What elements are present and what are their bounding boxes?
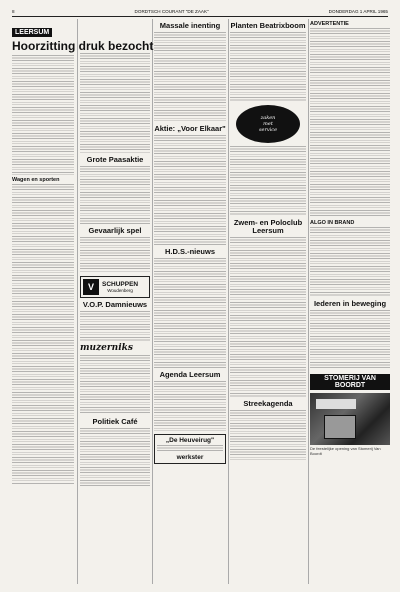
paper-title: DORDTSCH COURANT "DE ZAAK" bbox=[134, 8, 209, 14]
article-body bbox=[80, 237, 150, 273]
subhead: Wagen en sporten bbox=[12, 177, 60, 183]
oval-advertisement bbox=[236, 105, 300, 143]
subhead: Streekagenda bbox=[243, 399, 293, 408]
ad-body bbox=[157, 445, 223, 453]
advertisement bbox=[154, 434, 226, 464]
oval-line-1: zaken bbox=[260, 115, 276, 121]
oval-line-2: met bbox=[263, 121, 273, 127]
masthead bbox=[12, 6, 388, 17]
logo-icon: V bbox=[83, 279, 99, 295]
column-3 bbox=[154, 19, 226, 467]
issue-date: DONDERDAG 1 APRIL 1965 bbox=[328, 8, 388, 14]
photo-shop-window bbox=[324, 415, 356, 439]
article-body bbox=[230, 410, 306, 460]
subhead: Grote Paasaktie bbox=[86, 155, 144, 164]
article-body bbox=[80, 311, 150, 341]
photo-shop-sign bbox=[316, 399, 356, 409]
article-body bbox=[12, 55, 74, 175]
headline: Iederen in beweging bbox=[313, 299, 387, 308]
subhead: Politiek Café bbox=[92, 417, 138, 426]
article-body bbox=[230, 32, 306, 102]
subhead: V.O.P. Damnieuws bbox=[82, 300, 148, 309]
advertisement bbox=[80, 276, 150, 298]
column-5 bbox=[310, 19, 390, 456]
article-body bbox=[230, 237, 306, 397]
ad-small-title: werkster bbox=[176, 454, 204, 461]
subhead: Gevaarlijk spel bbox=[88, 226, 142, 235]
article-body bbox=[230, 146, 306, 216]
column-4 bbox=[230, 19, 306, 461]
column-rule bbox=[308, 19, 309, 584]
article-body bbox=[310, 227, 390, 297]
article-body bbox=[310, 310, 390, 370]
photo-caption: De feestelijke opening van Stomerij Van Boordt bbox=[310, 446, 381, 456]
script-ad: muzerniks bbox=[80, 343, 133, 353]
headline: ADVERTENTIE bbox=[310, 21, 349, 27]
section-label: LEERSUM bbox=[12, 28, 52, 37]
page-number: 8 bbox=[12, 8, 15, 14]
article-body bbox=[80, 428, 150, 488]
article-body bbox=[12, 184, 74, 484]
photo bbox=[310, 393, 390, 445]
ad-name: „De Heuveirug" bbox=[165, 437, 215, 444]
headline: Massale inenting bbox=[159, 21, 221, 30]
column-rule bbox=[152, 19, 153, 584]
main-headline: Hoorzitting druk bezocht bbox=[12, 39, 154, 53]
column-rule bbox=[77, 19, 78, 584]
headline: H.D.S.-nieuws bbox=[164, 247, 215, 256]
headline: Planten Beatrixboom bbox=[230, 21, 306, 30]
ad-city: Woudenberg bbox=[107, 288, 133, 293]
headline: Aktie: „Voor Elkaar" bbox=[154, 124, 226, 133]
article-body bbox=[154, 135, 226, 245]
oval-line-3: service bbox=[258, 127, 278, 133]
article-body bbox=[154, 258, 226, 368]
banner: STOMERIJ VAN BOORDT bbox=[310, 374, 390, 390]
ad-name: SCHUPPEN bbox=[102, 281, 139, 288]
article-body bbox=[80, 355, 150, 415]
article-body bbox=[80, 166, 150, 224]
subhead: Zwem- en Poloclub Leersum bbox=[233, 218, 303, 235]
column-2 bbox=[80, 52, 150, 489]
article-body bbox=[80, 53, 150, 153]
article-body bbox=[154, 32, 226, 122]
article-body bbox=[154, 381, 226, 431]
article-body bbox=[310, 28, 390, 218]
headline: Agenda Leersum bbox=[159, 370, 221, 379]
column-rule bbox=[228, 19, 229, 584]
headline: ALGO IN BRAND bbox=[310, 220, 355, 226]
